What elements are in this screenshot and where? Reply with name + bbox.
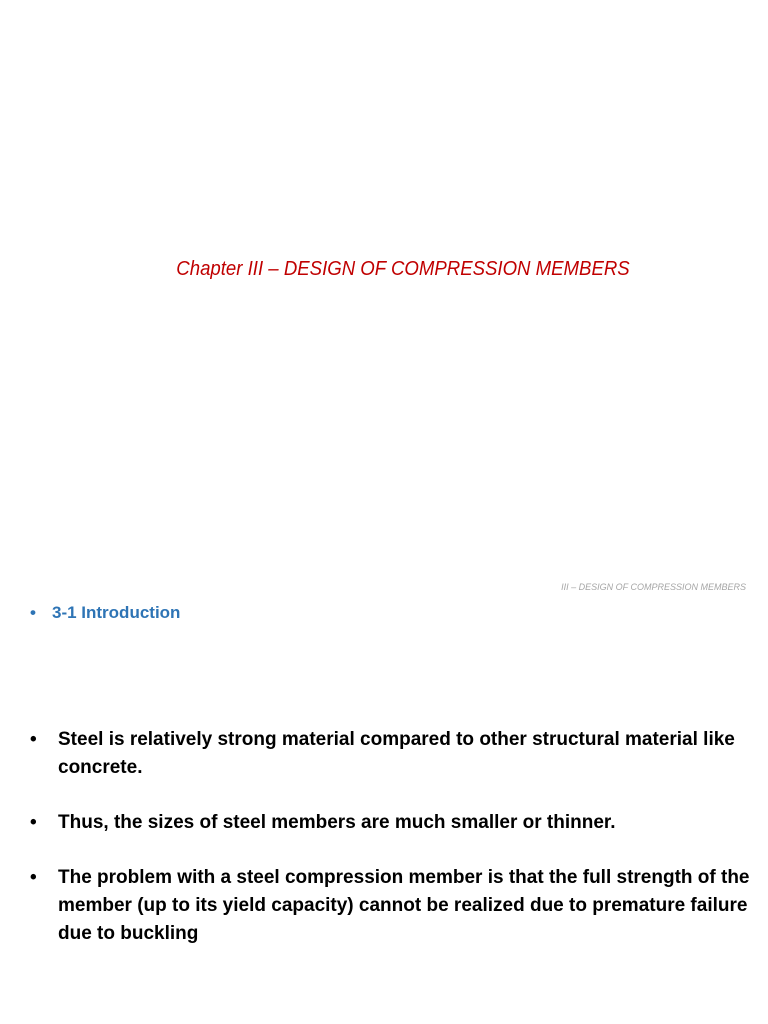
section-heading: [30, 603, 180, 623]
list-item: [30, 864, 760, 948]
list-item: [30, 809, 760, 837]
bullet-icon: •: [30, 812, 37, 833]
bullet-icon: •: [30, 867, 37, 888]
bullet-icon: •: [30, 729, 37, 750]
bullet-text: The problem with a steel compression member is that the full strength of the member (up to its yield capacity) cannot be realized due to premature failure due to buckling: [58, 867, 750, 944]
bullet-text: Steel is relatively strong material compared to other structural material like concrete.: [58, 729, 735, 778]
bullet-icon: •: [30, 603, 36, 622]
bullet-text: Thus, the sizes of steel members are much smaller or thinner.: [58, 812, 616, 833]
chapter-title: Chapter III – DESIGN OF COMPRESSION MEMBERS: [176, 258, 630, 280]
list-item: [30, 726, 760, 782]
bullet-list: [30, 726, 760, 975]
section-label: 3-1 Introduction: [52, 603, 181, 622]
running-header: III – DESIGN OF COMPRESSION MEMBERS: [561, 582, 746, 592]
